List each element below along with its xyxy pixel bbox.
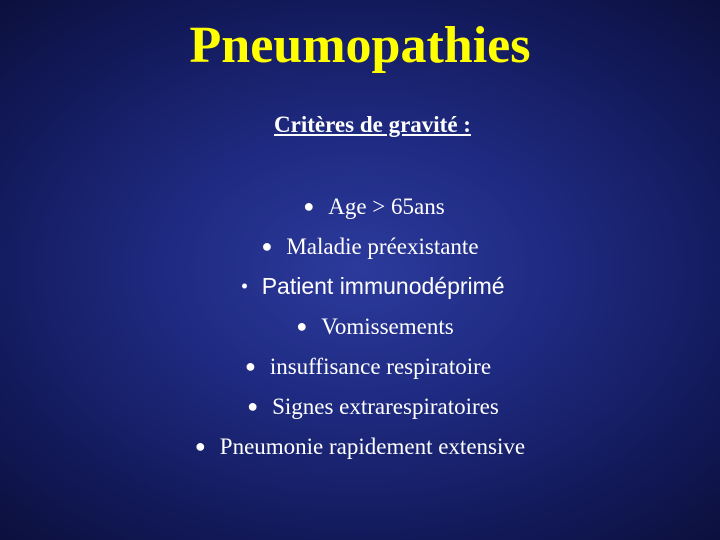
bullet-icon: • (241, 276, 248, 296)
bullet-icon: ● (194, 436, 206, 456)
bullet-text: insuffisance respiratoire (269, 354, 492, 379)
bullet-text: Age > 65ans (328, 194, 445, 219)
bullet-icon: ● (247, 396, 259, 416)
bullet-text: Signes extrarespiratoires (272, 394, 499, 419)
bullet-icon: ● (303, 196, 315, 216)
bullet-text: Pneumonie rapidement extensive (219, 434, 526, 459)
bullet-icon: ● (261, 236, 273, 256)
bullet-list (0, 186, 720, 466)
bullet-item (0, 346, 720, 386)
bullet-text: Vomissements (321, 314, 454, 339)
bullet-item (0, 186, 720, 226)
bullet-item (0, 426, 720, 466)
bullet-icon: ● (296, 316, 308, 336)
slide-title: Pneumopathies (189, 17, 531, 74)
slide-subtitle: Critères de gravité : (274, 112, 471, 137)
bullet-item (0, 306, 720, 346)
bullet-item (0, 266, 720, 306)
bullet-text: Maladie préexistante (286, 234, 479, 259)
bullet-item (0, 226, 720, 266)
bullet-text: Patient immunodéprimé (261, 273, 505, 299)
bullet-icon: ● (244, 356, 256, 376)
bullet-item (0, 386, 720, 426)
